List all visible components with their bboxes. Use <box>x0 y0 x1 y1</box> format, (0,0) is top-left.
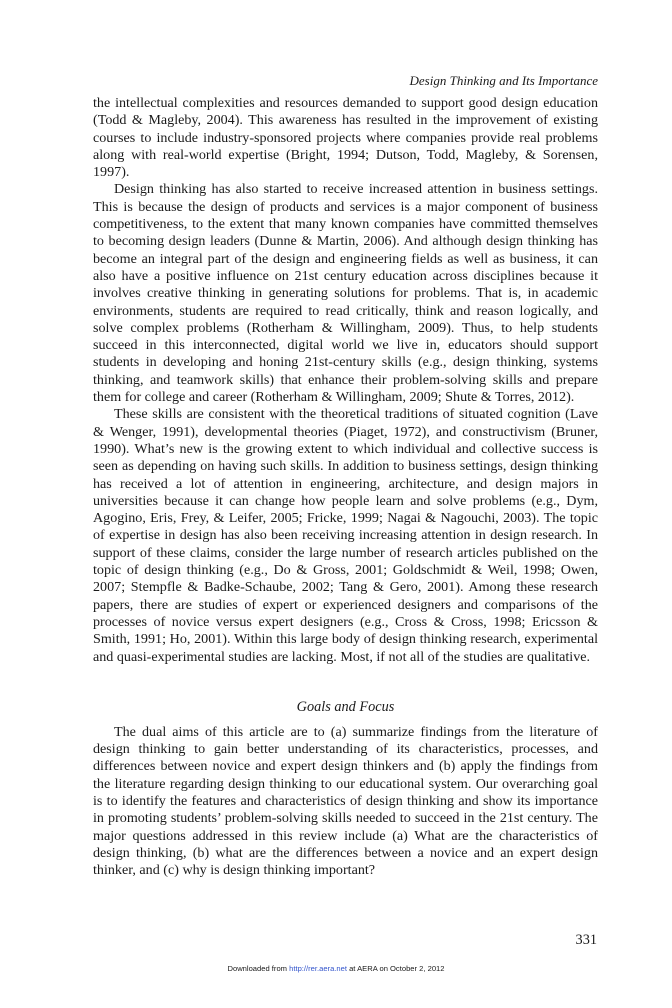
section-heading-goals: Goals and Focus <box>296 698 395 715</box>
download-footer <box>0 964 672 974</box>
footer-suffix: at AERA on October 2, 2012 <box>346 964 445 973</box>
paragraph-goals: The dual aims of this article are to (a) summarize findings from the literature of design thinking to gain better understanding of its characteristics, processes, and differences between novice and expert design thinkers and (b) apply the findings from the literature regarding design thinking to our educational system. Our overarching goal is to identify the features and characteristics of design thinking and show its importance in promoting students’ problem-solving skills needed to succeed in the 21st century. The major questions addressed in this review include (a) What are the characteristics of design thinking, (b) what are the differences between a novice and an expert design thinker, and (c) why is design thinking important? <box>93 723 598 879</box>
paragraph-skills: These skills are consistent with the theoretical traditions of situated cognition (Lave & Wenger, 1991), developmental theories (Piaget, 1972), and constructivism (Bruner, 1990). What’s new is the growing extent to which individual and collective success is seen as depending on having such skills. In addition to business settings, design thinking has received a lot of attention in engineering, architecture, and design majors in universities because it can change how people learn and solve problems (e.g., Dym, Agogino, Eris, Frey, & Leifer, 2005; Fricke, 1999; Nagai & Nagouchi, 2003). The topic of expertise in design has also been receiving increasing attention in design research. In support of these claims, consider the large number of research articles published on the topic of design thinking (e.g., Do & Gross, 2001; Goldschmidt & Weil, 1998; Owen, 2007; Stempfle & Badke-Schaube, 2002; Tang & Gero, 2001). Among these research papers, there are studies of expert or experienced designers and comparisons of the processes of novice versus expert designers (e.g., Cross & Cross, 1998; Ericsson & Smith, 1991; Ho, 2001). Within this large body of design thinking research, experimental and quasi-experimental studies are lacking. Most, if not all of the studies are qualitative. <box>93 406 598 665</box>
footer-prefix: Downloaded from <box>227 964 290 973</box>
paragraph-continued: the intellectual complexities and resources demanded to support good design education (Todd & Magleby, 2004). This awareness has resulted in the improvement of existing courses to include industry-sponsored projects where companies provide real problems along with real-world expertise (Bright, 1994; Dutson, Todd, Magleby, & Sorensen, 1997). <box>93 95 598 181</box>
footer-link[interactable]: http://rer.aera.net <box>289 964 347 973</box>
paragraph-business-settings: Design thinking has also started to receive increased attention in business settings. This is because the design of products and services is a major component of business competitiveness, to the extent that many known companies have committed themselves to becoming design leaders (Dunne & Martin, 2006). And although design thinking has become an integral part of the design and engineering fields as well as business, it can also have a positive influence on 21st century education across disciplines because it involves creative thinking in generating solutions for problems. That is, in academic environments, students are required to read critically, think and reason logically, and solve complex problems (Rotherham & Willingham, 2009). Thus, to help students succeed in this interconnected, digital world we live in, educators should support students in developing and honing 21st-century skills (e.g., design thinking, systems thinking, and teamwork skills) that enhance their problem-solving skills and prepare them for college and career (Rotherham & Willingham, 2009; Shute & Torres, 2012). <box>93 181 598 406</box>
running-head: Design Thinking and Its Importance <box>409 73 598 88</box>
article-body <box>93 95 598 879</box>
page-number: 331 <box>575 932 597 948</box>
